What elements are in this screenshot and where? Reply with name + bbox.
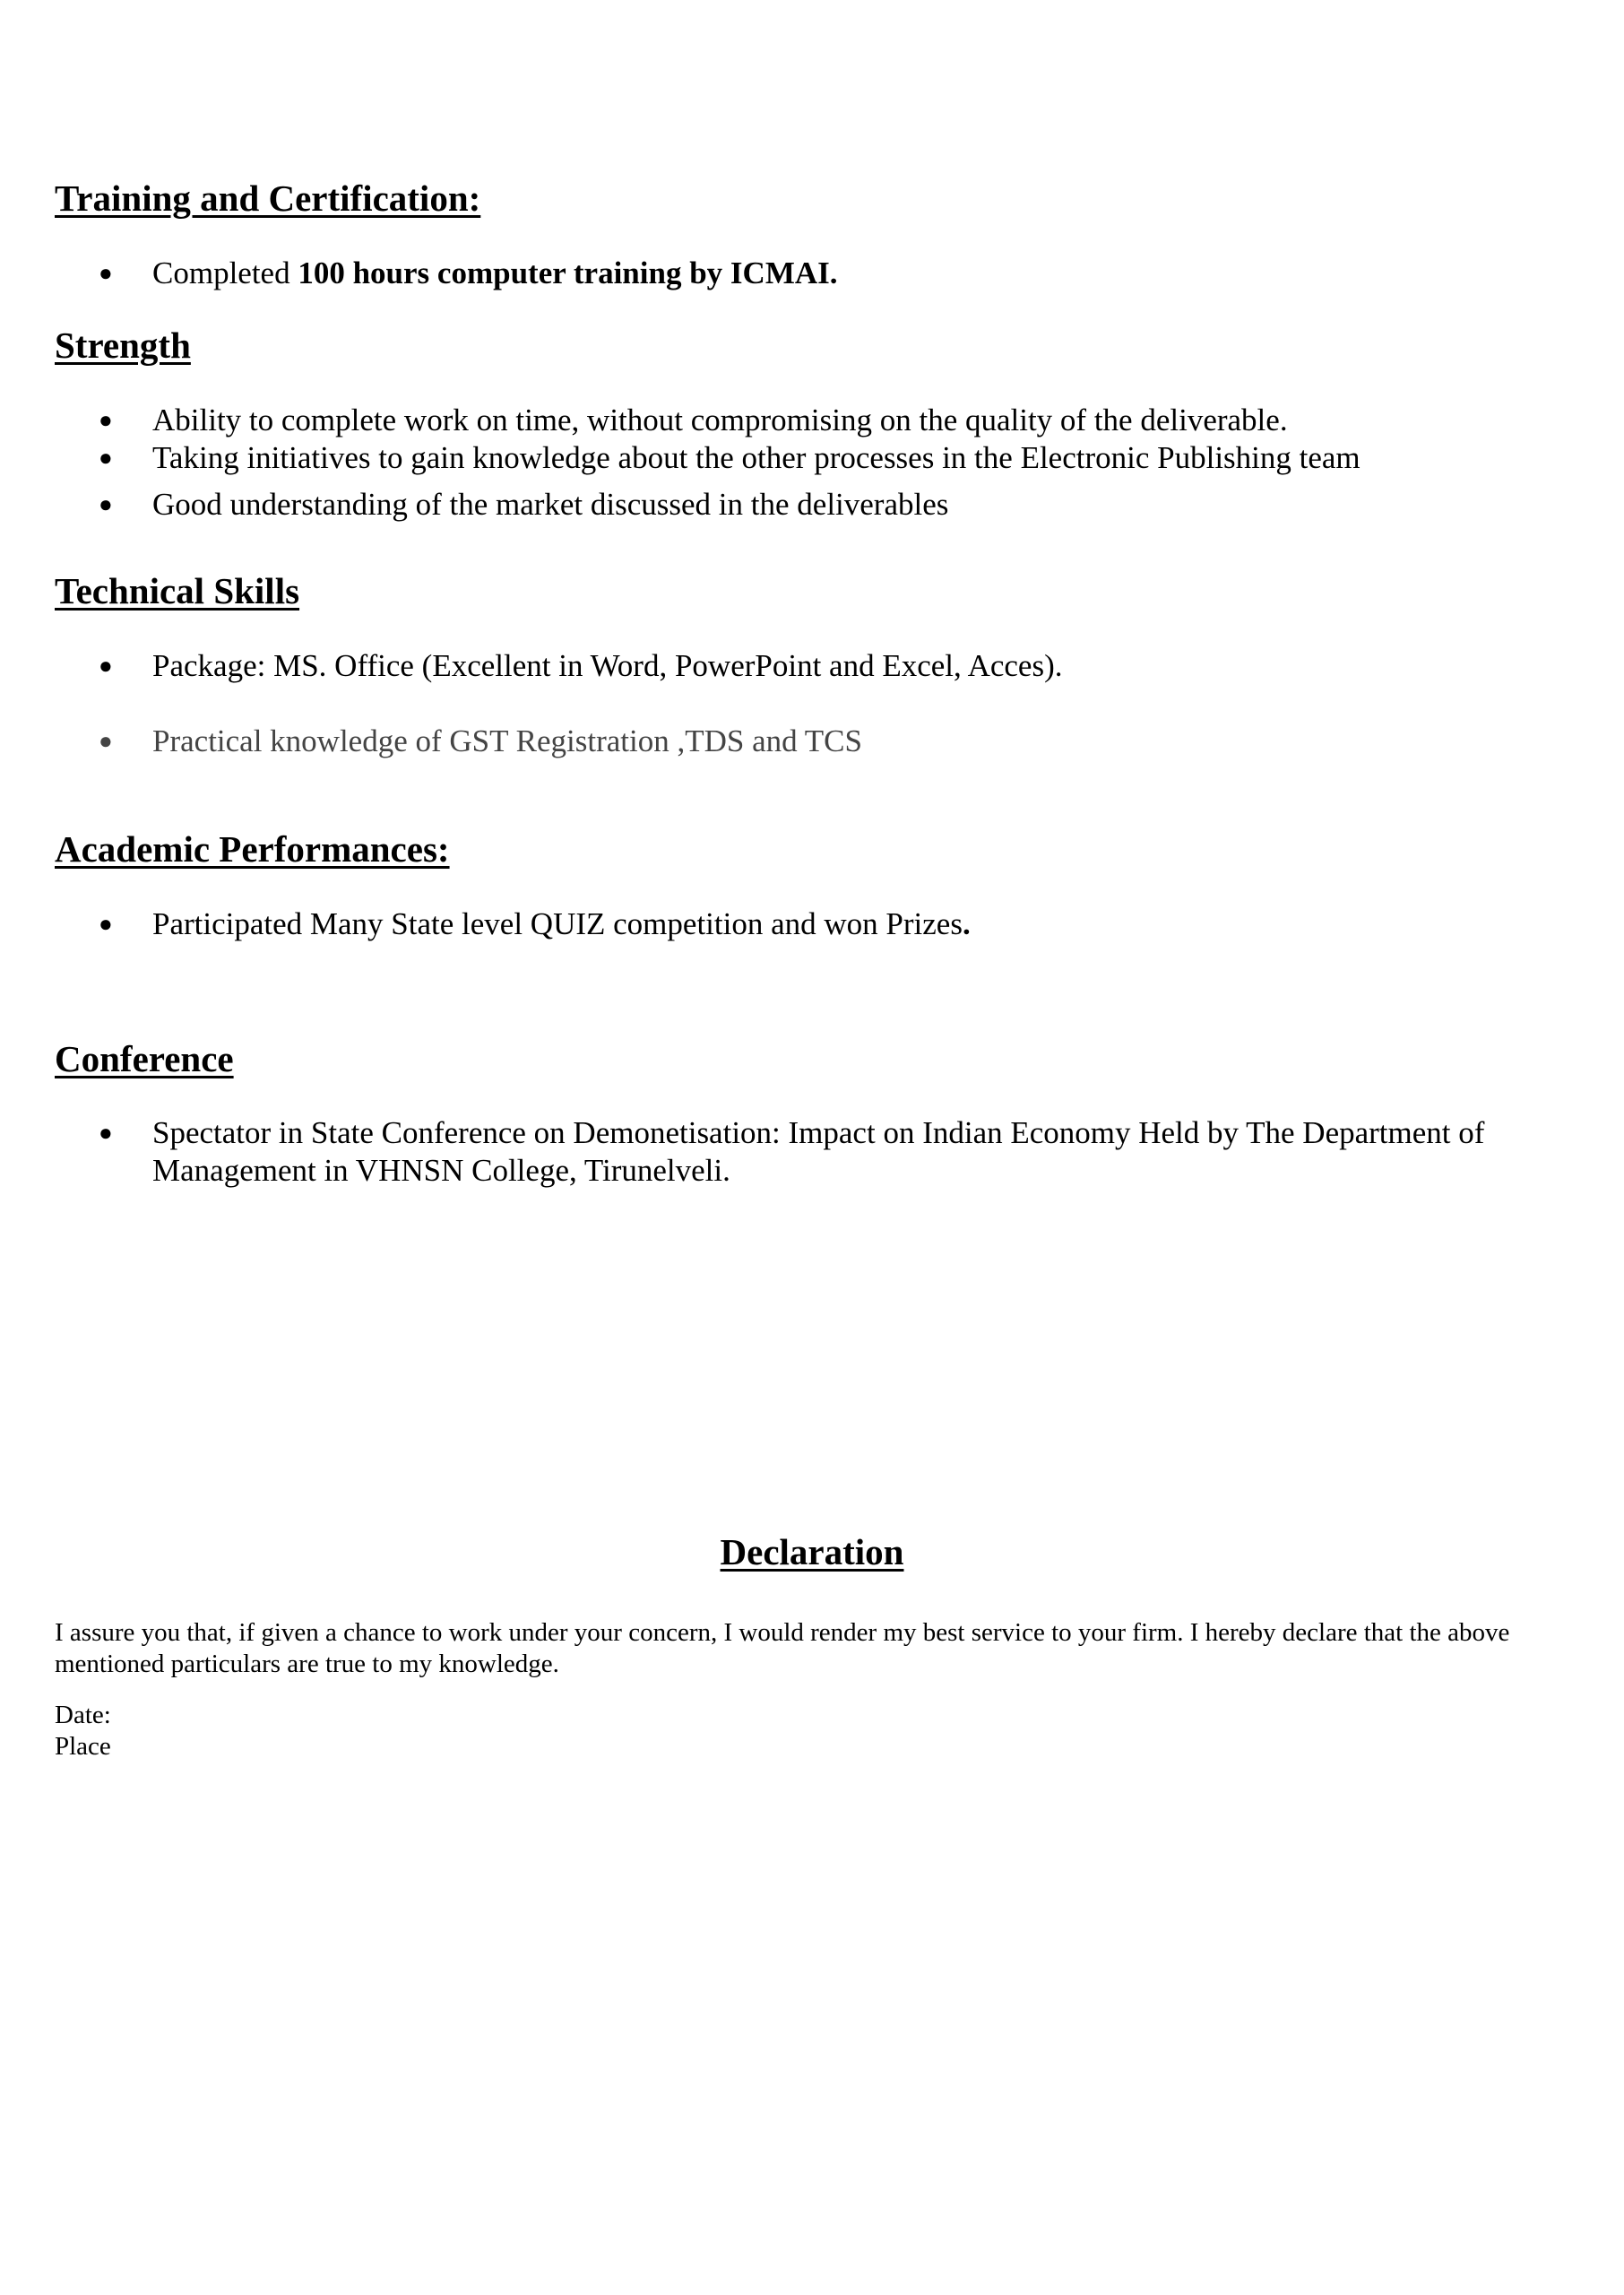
strength-item-text: Good understanding of the market discussed in the deliverables <box>152 487 949 522</box>
declaration-title: Declaration <box>720 1531 904 1572</box>
date-label: Date: <box>55 1701 111 1729</box>
academic-heading: Academic Performances: <box>55 828 450 870</box>
strength-item <box>99 439 1361 477</box>
conference-heading: Conference <box>55 1038 234 1079</box>
academic-item-text <box>152 905 971 943</box>
technical-item-text: Package: MS. Office (Excellent in Word, PowerPoint and Excel, Acces). <box>152 648 1063 683</box>
bullet-icon: ● <box>99 728 113 754</box>
strength-item-text: Taking initiatives to gain knowledge about the other processes in the Electronic Publishing team <box>152 440 1361 475</box>
training-item <box>99 255 838 292</box>
bullet-icon: ● <box>99 407 113 433</box>
bullet-icon: ● <box>99 445 113 471</box>
technical-item-text: Practical knowledge of GST Registration ,TDS and TCS <box>152 723 862 758</box>
academic-item <box>99 905 971 943</box>
strength-item <box>99 486 948 524</box>
strength-heading: Strength <box>55 325 191 366</box>
training-item-prefix: Completed <box>152 255 290 290</box>
bullet-icon: ● <box>99 491 113 517</box>
technical-item <box>99 647 1062 685</box>
academic-item-main: Participated Many State level QUIZ competition and won Prizes <box>152 906 963 941</box>
technical-item <box>99 723 862 760</box>
conference-item-text: Spectator in State Conference on Demonetisation: Impact on Indian Economy Held by The Department of Management in VHNSN College, Tirunelveli. <box>152 1115 1485 1188</box>
bullet-icon: ● <box>99 911 113 937</box>
declaration-text: I assure you that, if given a chance to work under your concern, I would render my best service to your firm. I hereby declare that the above mentioned particulars are true to my knowledge. <box>55 1618 1510 1678</box>
academic-item-end: . <box>962 906 971 941</box>
place-label: Place <box>55 1732 111 1761</box>
training-heading: Training and Certification: <box>55 178 481 219</box>
conference-item <box>99 1114 1551 1190</box>
strength-item <box>99 402 1288 439</box>
training-item-text <box>152 255 838 292</box>
declaration-heading <box>0 1531 1624 1573</box>
technical-skills-heading: Technical Skills <box>55 570 300 611</box>
bullet-icon: ● <box>99 653 113 679</box>
bullet-icon: ● <box>99 260 113 286</box>
strength-item-text: Ability to complete work on time, without compromising on the quality of the deliverable. <box>152 403 1288 437</box>
bullet-icon: ● <box>99 1120 113 1146</box>
training-item-bold: 100 hours computer training by ICMAI. <box>298 255 838 290</box>
